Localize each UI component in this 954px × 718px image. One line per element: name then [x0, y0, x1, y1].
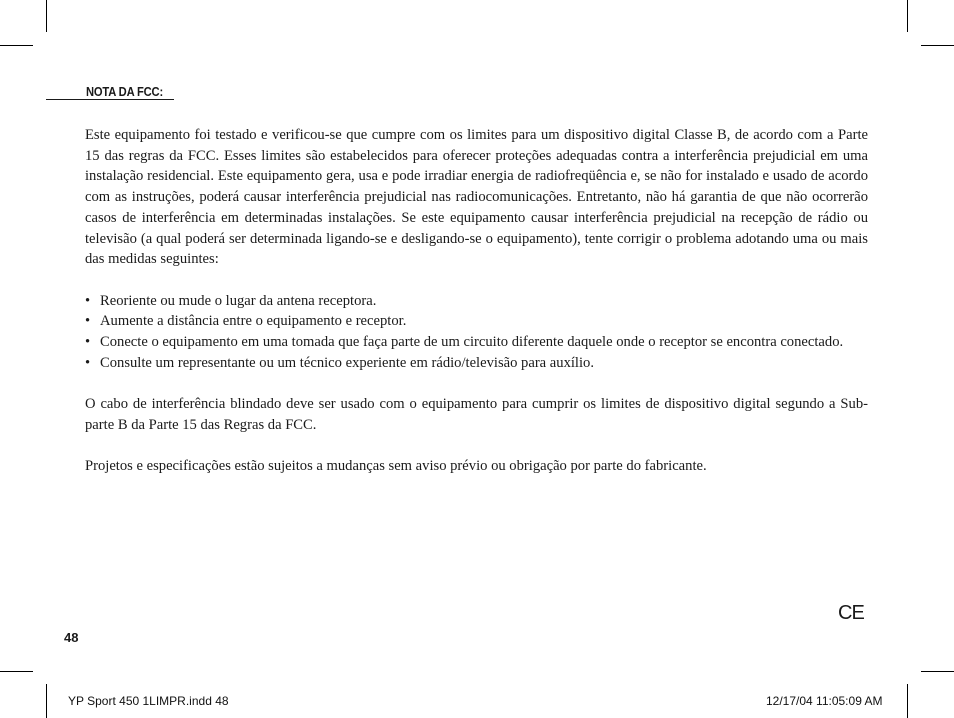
crop-mark-bottom-left-horizontal	[0, 671, 33, 672]
crop-mark-bottom-right-horizontal	[921, 671, 954, 672]
bullet-marker: •	[85, 354, 91, 371]
page-number: 48	[64, 630, 79, 645]
crop-mark-bottom-right-vertical	[907, 684, 908, 718]
list-item-text: Conecte o equipamento em uma tomada que faça parte de um circuito diferente daquele onde o receptor se encontra conectado.	[100, 334, 844, 351]
paragraph-spacer	[85, 436, 868, 457]
heading-underline	[46, 99, 174, 100]
slug-timestamp: 12/17/04 11:05:09 AM	[766, 694, 883, 708]
list-item	[85, 353, 868, 374]
list-item-text: Aumente a distância entre o equipamento e receptor.	[100, 313, 407, 330]
list-item	[85, 311, 868, 332]
bullet-marker: •	[85, 313, 91, 330]
crop-mark-top-right-horizontal	[921, 45, 954, 46]
section-heading: NOTA DA FCC:	[86, 84, 164, 99]
crop-mark-top-left-horizontal	[0, 45, 33, 46]
crop-mark-top-left-vertical	[46, 0, 47, 32]
bullet-marker: •	[85, 292, 91, 309]
paragraph-spacer	[85, 270, 868, 291]
paragraph-spacer	[85, 373, 868, 394]
specifications-paragraph: Projetos e especificações estão sujeitos a mudanças sem aviso prévio ou obrigação por parte do fabricante.	[85, 458, 707, 475]
crop-mark-bottom-left-vertical	[46, 684, 47, 718]
body-content	[85, 125, 868, 477]
fcc-statement-paragraph: Este equipamento foi testado e verificou-se que cumpre com os limites para um dispositivo digital Classe B, de acordo com a Parte 15 das regras da FCC. Esses limites são estabelecidos para oferecer proteções adequadas contra a interferência prejudicial em uma instalação residencial. Este equipamento gera, usa e pode irradiar energia de radiofreqüência e, se não for instalado e usado de acordo com as instruções, poderá causar interferência prejudicial nas radiocomunicações. Entretanto, não há garantia de que não ocorrerão casos de interferência em determinadas instalações. Se este equipamento causar interferência prejudicial na recepção de rádio ou televisão (a qual poderá ser determinada ligando-se e desligando-se o equipamento), tente corrigir o problema adotando uma ou mais das medidas seguintes:	[85, 127, 868, 268]
measures-list	[85, 291, 868, 374]
list-item	[85, 291, 868, 312]
list-item-text: Reoriente ou mude o lugar da antena receptora.	[100, 292, 377, 309]
slug-file-name: YP Sport 450 1LIMPR.indd 48	[68, 694, 229, 708]
crop-mark-top-right-vertical	[907, 0, 908, 32]
ce-mark-logo: CE	[838, 602, 864, 624]
bullet-marker: •	[85, 334, 91, 351]
shielded-cable-paragraph: O cabo de interferência blindado deve ser usado com o equipamento para cumprir os limites de dispositivo digital segundo a Sub-parte B da Parte 15 das Regras da FCC.	[85, 396, 868, 433]
list-item	[85, 332, 868, 353]
list-item-text: Consulte um representante ou um técnico experiente em rádio/televisão para auxílio.	[100, 354, 594, 371]
